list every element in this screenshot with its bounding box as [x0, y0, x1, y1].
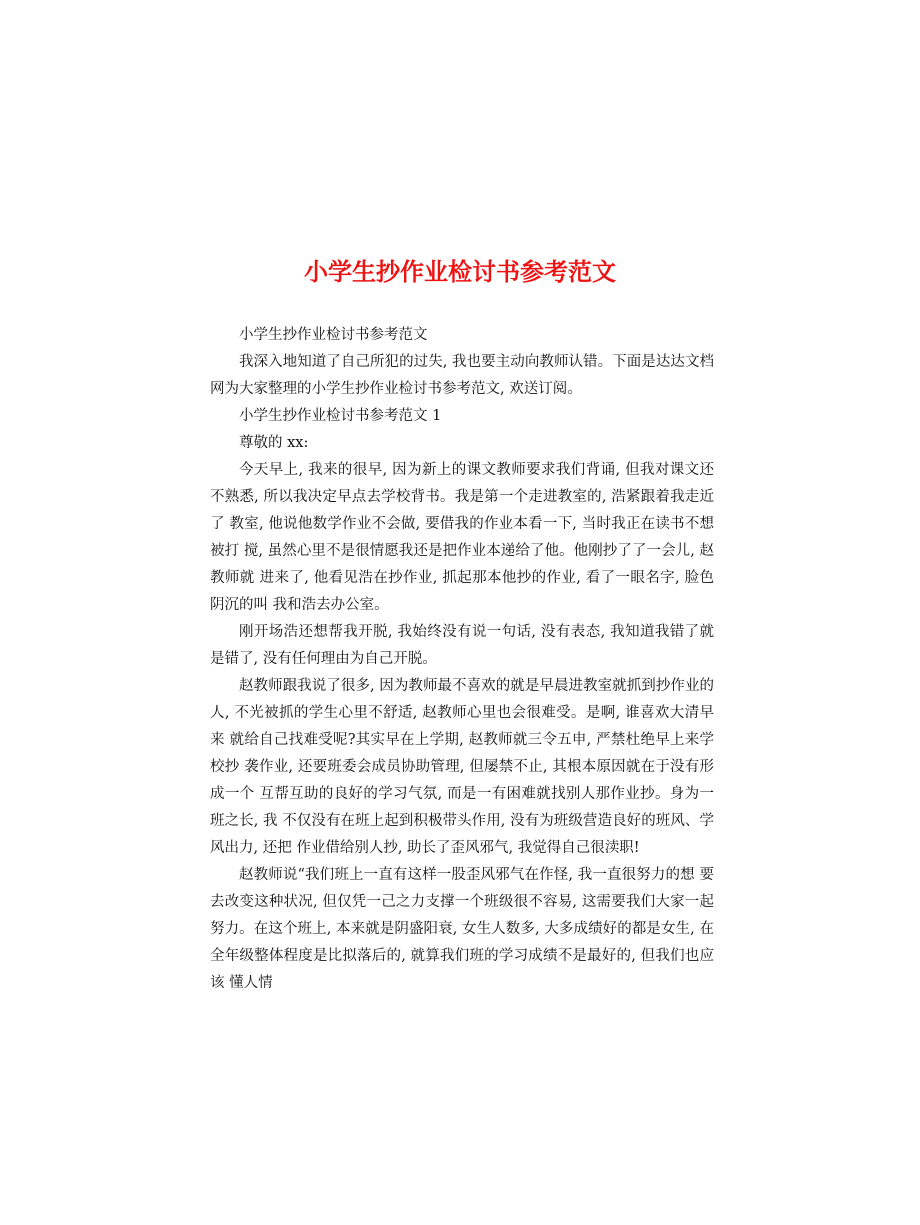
paragraph-body: 刚开场浩还想帮我开脱, 我始终没有说一句话, 没有表态, 我知道我错了就 是错了, 没有任何理由为自己开脱。	[210, 624, 714, 667]
document-title: 小学生抄作业检讨书参考范文	[304, 258, 616, 286]
paragraph-intro: 我深入地知道了自己所犯的过失, 我也要主动向教师认错。下面是达达文档 网为大家整理的小学生抄作业检讨书参考范文, 欢送订阅。	[210, 354, 714, 397]
paragraph-body: 赵教师跟我说了很多, 因为教师最不喜欢的就是早晨进教室就抓到抄作业的人, 不光被抓的学生心里不舒适, 赵教师心里也会很难受。是啊, 谁喜欢大清早来 就给自己找难受呢?其实早在上学期, 赵教师就三令五申, 严禁杜绝早上来学校抄 袭作业, 还要班委会成员协助管理, 但屡禁不止, 其根本原因就在于没有形成一个 互帮互助的良好的学习气氛, 而是一有困难就找别人那作业抄。身为一班之长, 我 不仅没有在班上起到积极带头作用, 没有为班级营造良好的班风、学风出力, 还把 作业借给别人抄, 助长了歪风邪气, 我觉得自己很渎职!	[210, 678, 714, 856]
paragraph-body: 今天早上, 我来的很早, 因为新上的课文教师要求我们背诵, 但我对课文还 不熟悉, 所以我决定早点去学校背书。我是第一个走进教室的, 浩紧跟着我走近了 教室, 他说他数学作业不会做, 要借我的作业本看一下, 当时我正在读书不想被打 搅, 虽然心里不是很情愿我还是把作业本递给了他。他刚抄了了一会儿, 赵教师就 进来了, 他看见浩在抄作业, 抓起那本他抄的作业, 看了一眼名字, 脸色阴沉的叫 我和浩去办公室。	[210, 462, 714, 613]
document-body	[210, 322, 714, 997]
paragraph-sample-heading: 小学生抄作业检讨书参考范文 1	[239, 408, 442, 424]
paragraph-subtitle: 小学生抄作业检讨书参考范文	[239, 327, 428, 343]
paragraph-body: 赵教师说“我们班上一直有这样一股歪风邪气在作怪, 我一直很努力的想 要去改变这种状况, 但仅凭一己之力支撑一个班级很不容易, 这需要我们大家一起 努力。在这个班上, 本来就是阴盛阳衰, 女生人数多, 大多成绩好的都是女生, 在 全年级整体程度是比拟落后的, 就算我们班的学习成绩不是最好的, 但我们也应该 懂人情	[210, 867, 714, 991]
paragraph-salutation: 尊敬的 xx:	[239, 435, 309, 451]
